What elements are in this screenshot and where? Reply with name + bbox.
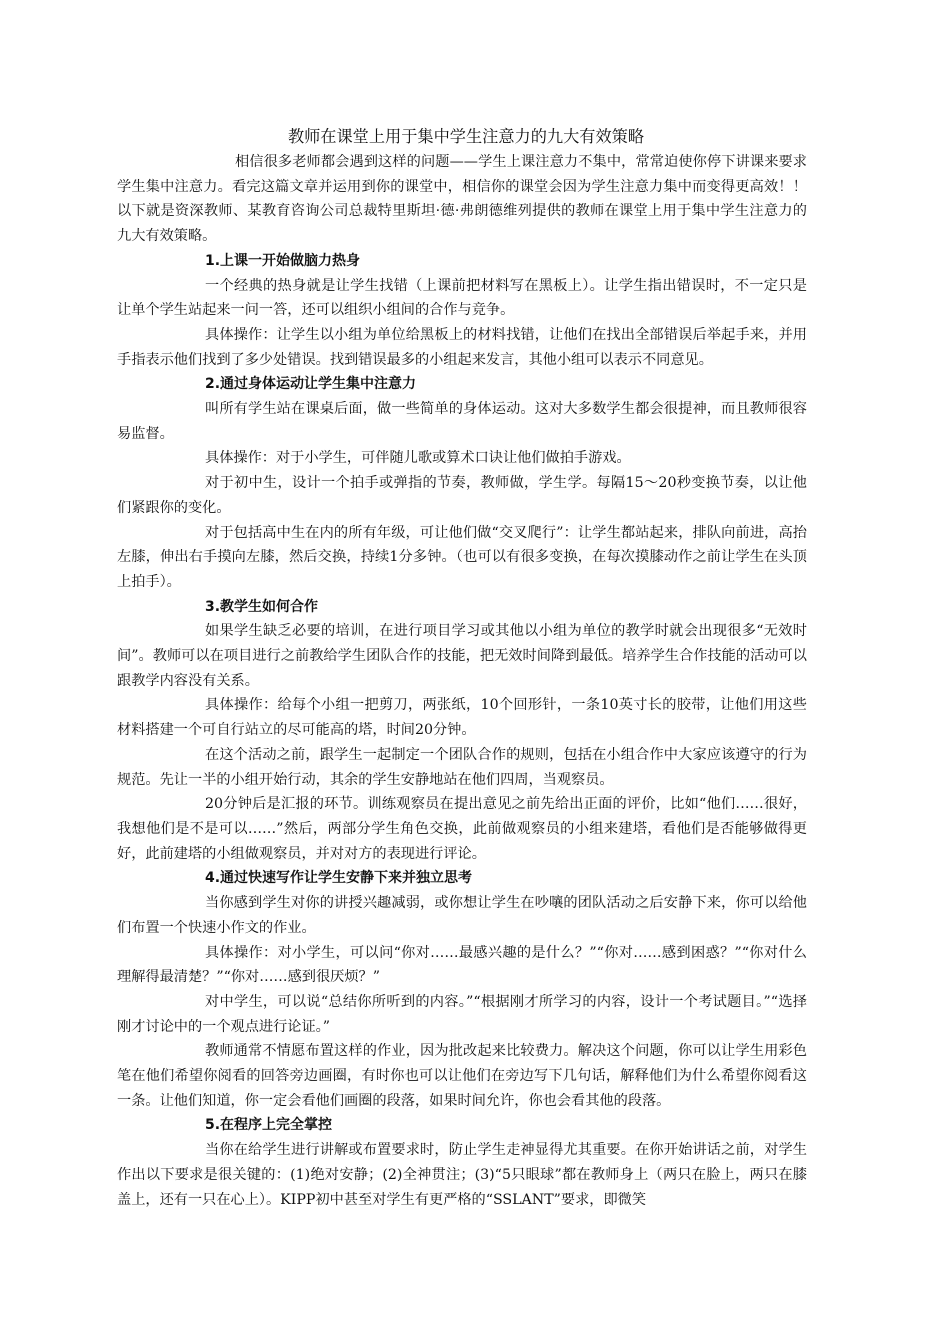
section-heading: 1.上课一开始做脑力热身 (205, 252, 361, 269)
intro-paragraph: 相信很多老师都会遇到这样的问题——学生上课注意力不集中，常常迫使你停下讲课来要求学生集中注意力。看完这篇文章并运用到你的课堂中，相信你的课堂会因为学生注意力集中而变得更高效！！以下就是资深教师、某教育咨询公司总裁特里斯坦·德·弗朗德维列提供的教师在课堂上用于集中学生注意力的九大有效策略。 (117, 154, 807, 245)
body-paragraph: 如果学生缺乏必要的培训，在进行项目学习或其他以小组为单位的教学时就会出现很多“无效时间”。教师可以在项目进行之前教给学生团队合作的技能，把无效时间降到最低。培养学生合作技能的活动可以跟教学内容没有关系。 (117, 623, 807, 689)
body-paragraph: 一个经典的热身就是让学生找错（上课前把材料写在黑板上）。让学生指出错误时，不一定只是让单个学生站起来一问一答，还可以组织小组间的合作与竞争。 (117, 277, 807, 319)
body-paragraph: 当你感到学生对你的讲授兴趣减弱，或你想让学生在吵嚷的团队活动之后安静下来，你可以给他们布置一个快速小作文的作业。 (117, 895, 807, 936)
document-title: 教师在课堂上用于集中学生注意力的九大有效策略 (287, 127, 645, 146)
body-paragraph: 20分钟后是汇报的环节。训练观察员在提出意见之前先给出正面的评价，比如“他们……很好，我想他们是不是可以……”然后，两部分学生角色交换，此前做观察员的小组来建塔，看他们是否能够做得更好，此前建塔的小组做观察员，并对对方的表现进行评论。 (117, 796, 807, 862)
body-paragraph: 具体操作：让学生以小组为单位给黑板上的材料找错，让他们在找出全部错误后举起手来，并用手指表示他们找到了多少处错误。找到错误最多的小组起来发言，其他小组可以表示不同意见。 (117, 326, 807, 368)
section-heading: 3.教学生如何合作 (205, 598, 319, 615)
body-paragraph: 当你在给学生进行讲解或布置要求时，防止学生走神显得尤其重要。在你开始讲话之前，对学生作出以下要求是很关键的：(1)绝对安静；(2)全神贯注；(3)“5只眼球”都在教师身上（两只在脸上，两只在膝盖上，还有一只在心上）。KIPP初中甚至对学生有更严格的“SSLANT”要求，即微笑 (117, 1142, 807, 1208)
document-body (117, 249, 807, 1212)
body-paragraph: 具体操作：给每个小组一把剪刀，两张纸，10个回形针，一条10英寸长的胶带，让他们用这些材料搭建一个可自行站立的尽可能高的塔，时间20分钟。 (117, 697, 807, 739)
body-paragraph: 对于包括高中生在内的所有年级，可让他们做“交叉爬行”：让学生都站起来，排队向前进，高抬左膝，伸出右手摸向左膝，然后交换，持续1分多钟。（也可以有很多变换，在每次摸膝动作之前让学生在头顶上拍手）。 (117, 524, 807, 590)
section-heading: 5.在程序上完全掌控 (205, 1117, 333, 1134)
section-heading: 4.通过快速写作让学生安静下来并独立思考 (205, 870, 473, 887)
body-paragraph: 在这个活动之前，跟学生一起制定一个团队合作的规则，包括在小组合作中大家应该遵守的行为规范。先让一半的小组开始行动，其余的学生安静地站在他们四周，当观察员。 (117, 746, 807, 788)
body-paragraph: 对于初中生，设计一个拍手或弹指的节奏，教师做，学生学。每隔15～20秒变换节奏，以让他们紧跟你的变化。 (117, 475, 807, 516)
body-paragraph: 对中学生，可以说“总结你所听到的内容。”“根据刚才所学习的内容，设计一个考试题目。”“选择刚才讨论中的一个观点进行论证。” (117, 993, 807, 1035)
body-paragraph: 具体操作：对于小学生，可伴随儿歌或算术口诀让他们做拍手游戏。 (205, 450, 631, 467)
document-page (117, 124, 807, 1212)
body-paragraph: 教师通常不情愿布置这样的作业，因为批改起来比较费力。解决这个问题，你可以让学生用彩色笔在他们希望你阅看的回答旁边画圈，有时你也可以让他们在旁边写下几句话，解释他们为什么希望你阅看这一条。让他们知道，你一定会看他们画圈的段落，如果时间允许，你也会看其他的段落。 (117, 1043, 807, 1109)
section-heading: 2.通过身体运动让学生集中注意力 (205, 376, 417, 393)
body-paragraph: 具体操作：对小学生，可以问“你对……最感兴趣的是什么？”“你对……感到困惑？”“你对什么理解得最清楚？”“你对……感到很厌烦？” (117, 944, 807, 986)
body-paragraph: 叫所有学生站在课桌后面，做一些简单的身体运动。这对大多数学生都会很提神，而且教师很容易监督。 (117, 401, 807, 442)
